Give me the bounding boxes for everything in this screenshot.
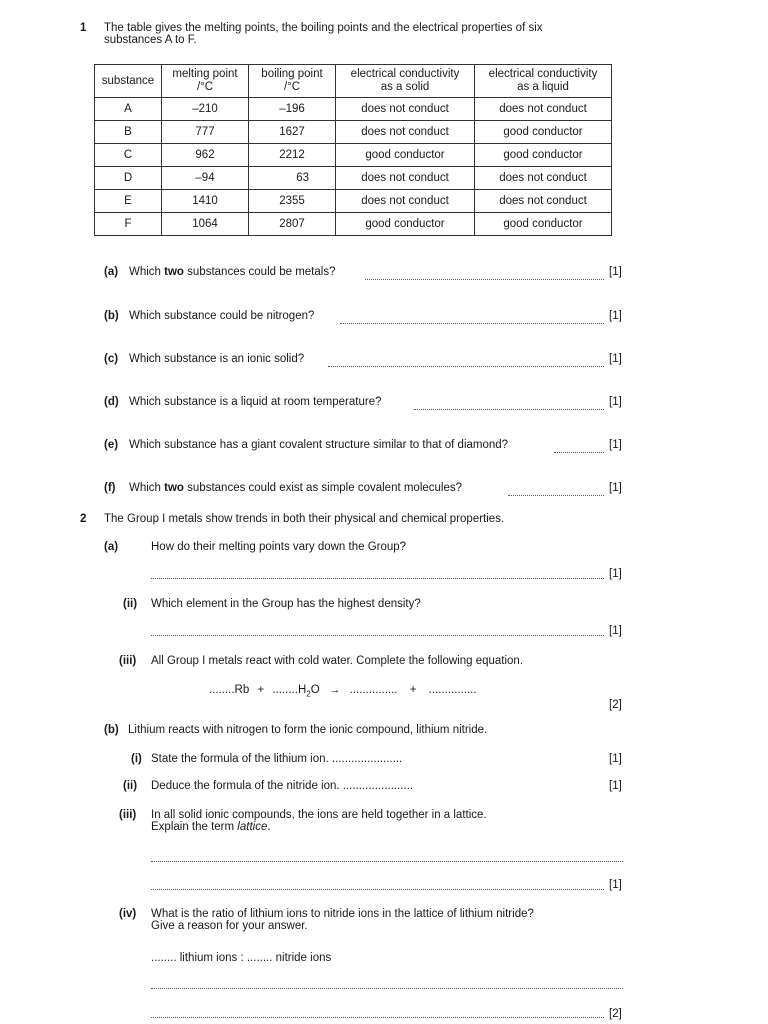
q1-part-a-mark: [1] [609, 266, 622, 278]
q1-part-c-label: (c) [104, 353, 119, 365]
table-row [95, 98, 612, 121]
cell-conductivity-liquid: does not conduct [475, 190, 612, 213]
q2-part-a-label: (a) [104, 541, 119, 553]
cell-substance: A [95, 98, 162, 121]
q2-part-b-iv-label: (iv) [119, 908, 137, 920]
cell-substance: B [95, 121, 162, 144]
cell-conductivity-solid: does not conduct [336, 190, 475, 213]
question-2-number: 2 [80, 513, 87, 525]
q2-part-b-iii-answer-line-2[interactable] [151, 889, 604, 890]
table-row [95, 144, 612, 167]
equation-product-2[interactable]: ............... [428, 684, 477, 696]
cell-boiling-point: 63 [249, 167, 336, 190]
cell-substance: D [95, 167, 162, 190]
q1-part-a-question: Which two substances could be metals? [129, 266, 336, 278]
q1-part-f-mark: [1] [609, 482, 622, 494]
equation-rb[interactable]: ........Rb [209, 684, 250, 696]
properties-table [94, 64, 612, 236]
q1-part-d-mark: [1] [609, 396, 622, 408]
q2-part-a-iii-question: All Group I metals react with cold water. Complete the following equation. [151, 655, 524, 667]
q2-part-b-iv-question: What is the ratio of lithium ions to nitride ions in the lattice of lithium nitride? Give a reason for your answer. [151, 908, 534, 932]
q1-part-d-label: (d) [104, 396, 119, 408]
q1-part-a-answer-line[interactable] [365, 279, 604, 280]
q2-part-b-ii-question: Deduce the formula of the nitride ion. ...................... [151, 780, 414, 792]
equation-water[interactable]: $........H_2O$ [272, 684, 320, 699]
header-melting-point: melting point /°C [162, 65, 249, 98]
table-header-row [95, 65, 612, 98]
q2-part-b-iii-answer-line-1[interactable] [151, 861, 623, 862]
table-row [95, 213, 612, 236]
header-conductivity-liquid: electrical conductivity as a liquid [475, 65, 612, 98]
cell-conductivity-liquid: good conductor [475, 144, 612, 167]
cell-conductivity-liquid: does not conduct [475, 167, 612, 190]
cell-conductivity-liquid: good conductor [475, 121, 612, 144]
cell-boiling-point: 1627 [249, 121, 336, 144]
q2-part-a-iii-mark: [2] [609, 699, 622, 711]
equation-product-1[interactable]: ............... [349, 684, 398, 696]
question-1-intro-line1: The table gives the melting points, the boiling points and the electrical properties of six [104, 22, 543, 34]
q2-part-a-ii-answer-line[interactable] [151, 635, 604, 636]
cell-conductivity-solid: good conductor [336, 213, 475, 236]
equation-arrow: → [328, 684, 341, 696]
q1-part-d-question: Which substance is a liquid at room temperature? [129, 396, 382, 408]
q1-part-a-label: (a) [104, 266, 119, 278]
q1-part-e-mark: [1] [609, 439, 622, 451]
q1-part-c-question: Which substance is an ionic solid? [129, 353, 305, 365]
question-2-intro: The Group I metals show trends in both their physical and chemical properties. [104, 513, 505, 525]
cell-conductivity-solid: does not conduct [336, 167, 475, 190]
q2-part-b-ii-label: (ii) [123, 780, 138, 792]
cell-melting-point: 1064 [162, 213, 249, 236]
q2-part-b-label: (b) [104, 724, 119, 736]
q2-part-a-mark: [1] [609, 568, 622, 580]
q1-part-b-mark: [1] [609, 310, 622, 322]
q2-part-a-ii-mark: [1] [609, 625, 622, 637]
cell-melting-point: –94 [162, 167, 249, 190]
cell-conductivity-solid: good conductor [336, 144, 475, 167]
q1-part-e-label: (e) [104, 439, 119, 451]
cell-melting-point: 1410 [162, 190, 249, 213]
cell-substance: E [95, 190, 162, 213]
q1-part-f-question: Which two substances could exist as simple covalent molecules? [129, 482, 463, 494]
q2-part-a-iii-label: (iii) [119, 655, 137, 667]
q2-part-b-iii-label: (iii) [119, 809, 137, 821]
q1-part-d-answer-line[interactable] [414, 409, 604, 410]
equation-plus-1: + [257, 684, 265, 696]
cell-boiling-point: 2807 [249, 213, 336, 236]
cell-substance: F [95, 213, 162, 236]
question-1-number: 1 [80, 22, 87, 34]
q2-part-b-iv-answer-line-2[interactable] [151, 1017, 604, 1018]
q2-part-b-intro: Lithium reacts with nitrogen to form the ionic compound, lithium nitride. [128, 724, 488, 736]
cell-conductivity-liquid: does not conduct [475, 98, 612, 121]
cell-conductivity-solid: does not conduct [336, 98, 475, 121]
table-row [95, 190, 612, 213]
q2-part-b-ii-answer-dots[interactable]: ...................... [342, 780, 414, 792]
q1-part-b-question: Which substance could be nitrogen? [129, 310, 315, 322]
q2-part-a-ii-label: (ii) [123, 598, 138, 610]
cell-boiling-point: 2355 [249, 190, 336, 213]
q1-part-b-answer-line[interactable] [340, 323, 604, 324]
header-substance: substance [95, 65, 162, 98]
question-1-intro [104, 22, 634, 46]
q2-part-a-question: How do their melting points vary down the Group? [151, 541, 407, 553]
table-row [95, 121, 612, 144]
cell-melting-point: 962 [162, 144, 249, 167]
q2-part-b-i-answer-dots[interactable]: ...................... [331, 753, 403, 765]
cell-conductivity-solid: does not conduct [336, 121, 475, 144]
q1-part-e-question: Which substance has a giant covalent structure similar to that of diamond? [129, 439, 509, 451]
equation [209, 684, 477, 698]
cell-substance: C [95, 144, 162, 167]
q2-part-b-iii-question: In all solid ionic compounds, the ions are held together in a lattice. Explain the term lattice. [151, 809, 487, 833]
table-row [95, 167, 612, 190]
q2-part-a-ii-question: Which element in the Group has the highest density? [151, 598, 421, 610]
q2-part-b-iii-mark: [1] [609, 879, 622, 891]
cell-conductivity-liquid: good conductor [475, 213, 612, 236]
q1-part-f-answer-line[interactable] [508, 495, 604, 496]
cell-boiling-point: 2212 [249, 144, 336, 167]
cell-melting-point: –210 [162, 98, 249, 121]
cell-melting-point: 777 [162, 121, 249, 144]
header-conductivity-solid: electrical conductivity as a solid [336, 65, 475, 98]
q2-part-b-i-question: State the formula of the lithium ion. ...................... [151, 753, 403, 765]
q1-part-f-label: (f) [104, 482, 116, 494]
header-boiling-point: boiling point /°C [249, 65, 336, 98]
cell-boiling-point: –196 [249, 98, 336, 121]
question-1-intro-line2: substances A to F. [104, 34, 197, 46]
q1-part-e-answer-line[interactable] [554, 452, 604, 453]
q2-part-b-iv-mark: [2] [609, 1008, 622, 1020]
q1-part-c-mark: [1] [609, 353, 622, 365]
equation-plus-2: + [409, 684, 417, 696]
q1-part-b-label: (b) [104, 310, 119, 322]
q1-part-c-answer-line[interactable] [328, 366, 604, 367]
q2-part-b-i-label: (i) [131, 753, 142, 765]
q2-part-b-iv-ratio[interactable]: ........ lithium ions : ........ nitride ions [151, 952, 332, 964]
q2-part-a-answer-line[interactable] [151, 578, 604, 579]
q2-part-b-iv-answer-line-1[interactable] [151, 988, 623, 989]
q2-part-b-ii-mark: [1] [609, 780, 622, 792]
q2-part-b-i-mark: [1] [609, 753, 622, 765]
